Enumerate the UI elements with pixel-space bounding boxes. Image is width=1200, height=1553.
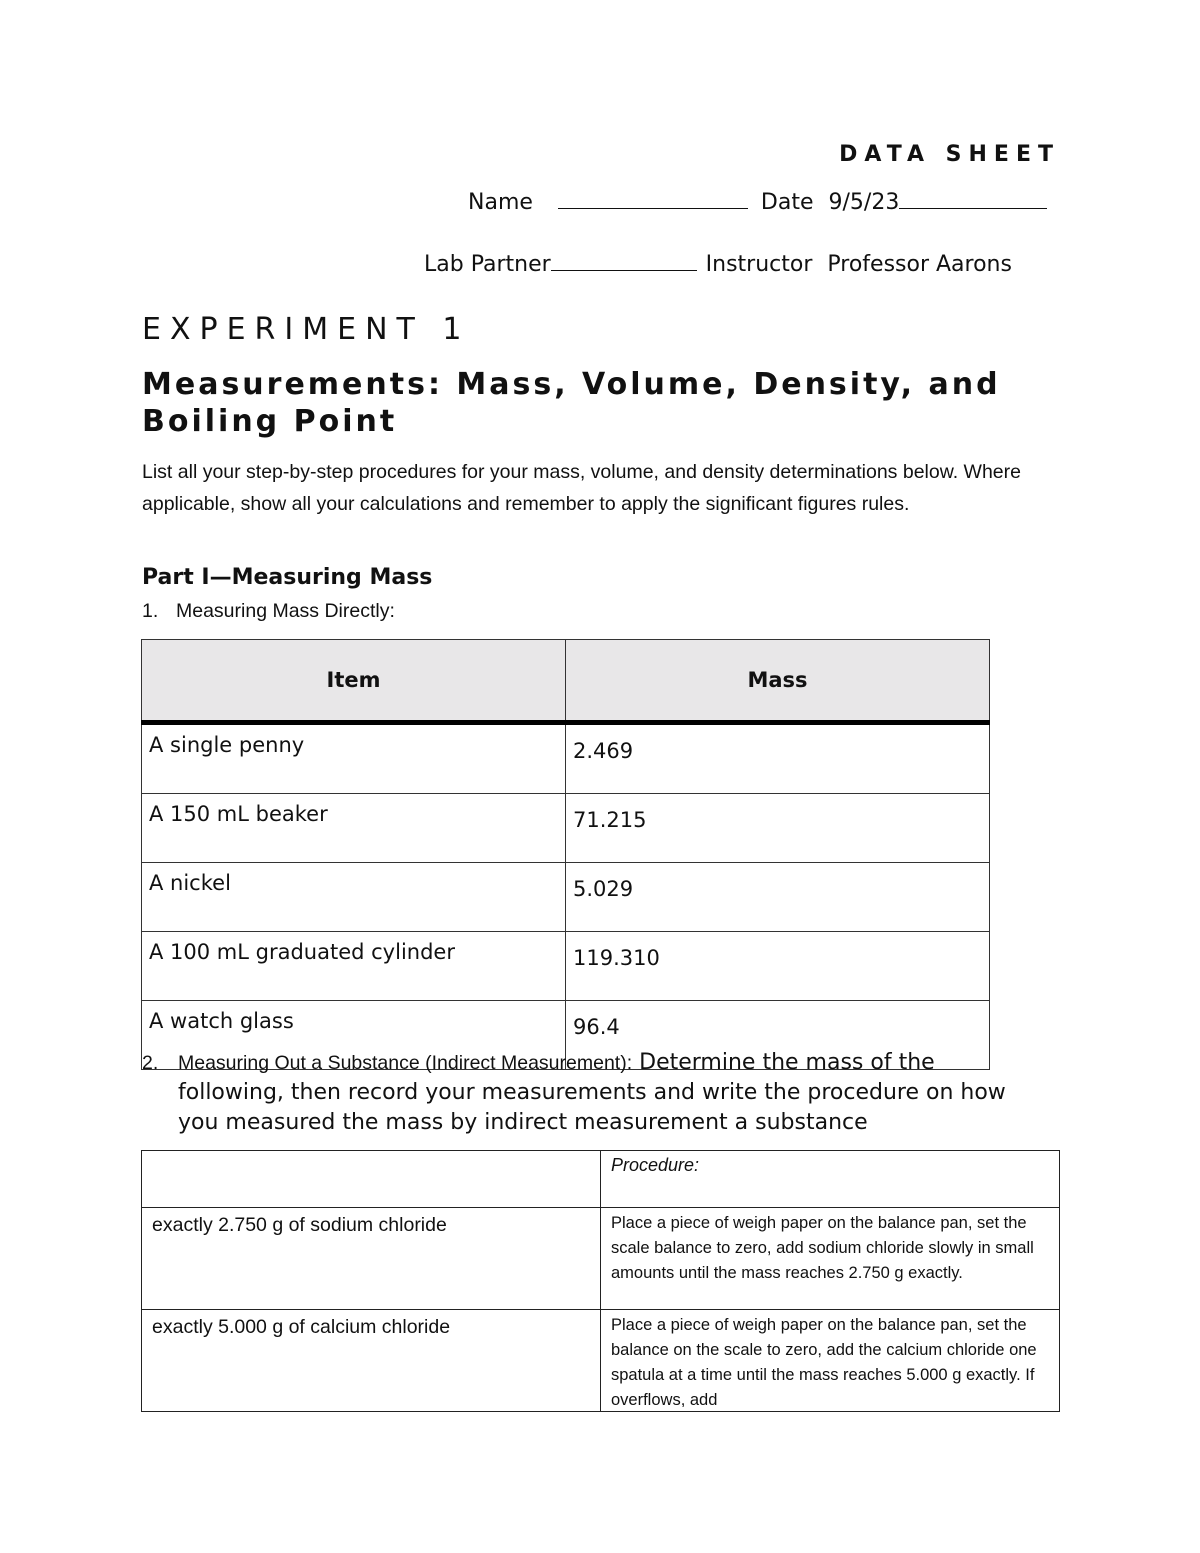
date-field-line — [899, 192, 1047, 209]
procedure-text: Place a piece of weigh paper on the balance pan, set the balance on the scale to zero, add the calcium chloride one spatula at a time until the mass reaches 5.000 g exactly. If overflows, add — [611, 1316, 1037, 1407]
mass-cell[interactable]: 5.029 — [566, 863, 990, 932]
item-cell: A nickel — [142, 863, 566, 932]
table-row — [142, 794, 990, 863]
name-field[interactable] — [558, 192, 748, 209]
header-procedure: Procedure: — [601, 1151, 1060, 1208]
header-blank-cell — [142, 1151, 601, 1208]
procedure-cell[interactable] — [601, 1310, 1060, 1412]
table-header-row — [142, 1151, 1060, 1208]
item1-label: Measuring Mass Directly: — [176, 600, 395, 622]
experiment-title: Measurements: Mass, Volume, Density, and Boiling Point — [142, 367, 1001, 439]
table-row — [142, 723, 990, 794]
part1-heading: Part I—Measuring Mass — [142, 565, 433, 590]
item2-lead: Measuring Out a Substance (Indirect Measurement): — [178, 1052, 633, 1074]
mass-cell[interactable]: 71.215 — [566, 794, 990, 863]
table-row — [142, 863, 990, 932]
mass-cell[interactable]: 96.4 — [566, 1001, 990, 1070]
item1-line — [142, 600, 395, 623]
lab-partner-field[interactable] — [551, 254, 697, 271]
direct-mass-table — [141, 639, 990, 1070]
table-row — [142, 932, 990, 1001]
date-value[interactable]: 9/5/23 — [828, 190, 900, 215]
substance-cell: exactly 2.750 g of sodium chloride — [142, 1208, 601, 1310]
item1-number: 1. — [142, 600, 159, 622]
substance-cell: exactly 5.000 g of calcium chloride — [142, 1310, 601, 1412]
header-mass: Mass — [566, 640, 990, 723]
partner-instructor-line — [424, 252, 1012, 277]
name-label: Name — [468, 190, 533, 215]
mass-cell[interactable]: 2.469 — [566, 723, 990, 794]
experiment-label: EXPERIMENT 1 — [142, 312, 471, 347]
table-row — [142, 1310, 1060, 1412]
intro-paragraph: List all your step-by-step procedures for your mass, volume, and density determinations below. Where applicable, show all your calculations and remember to apply the significant figures rules. — [142, 461, 1021, 515]
instructor-value[interactable]: Professor Aarons — [827, 252, 1012, 277]
table-row — [142, 1208, 1060, 1310]
sheet-title: DATA SHEET — [839, 142, 1060, 167]
date-label: Date — [760, 190, 814, 215]
item-cell: A single penny — [142, 723, 566, 794]
item-cell: A 150 mL beaker — [142, 794, 566, 863]
header-item: Item — [142, 640, 566, 723]
table-header-row — [142, 640, 990, 723]
procedure-text: Place a piece of weigh paper on the balance pan, set the scale balance to zero, add sodium chloride slowly in small amounts until the mass reaches 2.750 g exactly. — [611, 1214, 1034, 1282]
mass-cell[interactable]: 119.310 — [566, 932, 990, 1001]
procedure-cell[interactable] — [601, 1208, 1060, 1310]
item2-number: 2. — [142, 1052, 159, 1074]
indirect-mass-table — [141, 1150, 1060, 1412]
name-date-line — [468, 190, 1047, 215]
item-cell: A 100 mL graduated cylinder — [142, 932, 566, 1001]
lab-partner-label: Lab Partner — [424, 252, 551, 277]
instructor-label: Instructor — [705, 252, 813, 277]
item-cell: A watch glass — [142, 1001, 566, 1070]
item2-text: Determine the mass of the following, then record your measurements and write the procedure on how you measured the mass by indirect measurement a substance — [178, 1050, 1006, 1135]
item2-paragraph — [142, 1048, 1042, 1138]
